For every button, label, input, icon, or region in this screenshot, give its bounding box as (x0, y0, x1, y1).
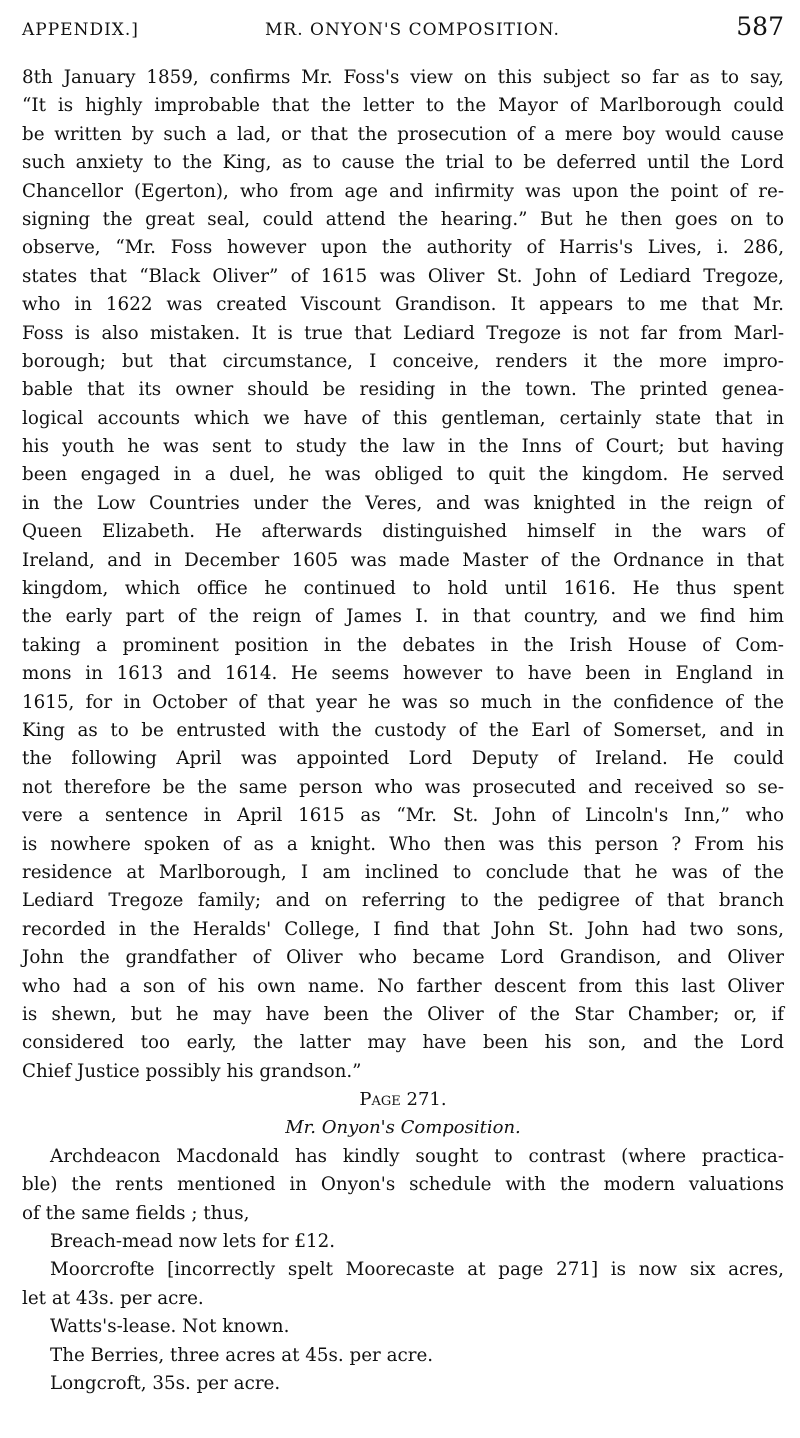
text-line: Ireland, and in December 1605 was made Master of the Ordnance in that (22, 549, 784, 571)
field-entry: Breach-mead now lets for £12. (50, 1231, 336, 1253)
text-line: his youth he was sent to study the law in the Inns of Court; but having (22, 436, 784, 458)
body-paragraph (22, 1143, 784, 1228)
text-line: recorded in the Heralds' College, I find that John St. John had two sons, (22, 918, 784, 940)
field-entry: Longcroft, 35s. per acre. (50, 1372, 281, 1394)
page-body (22, 64, 784, 1398)
text-line: King as to be entrusted with the custody of the Earl of Somerset, and in (22, 719, 784, 741)
text-line: observe, “Mr. Foss however upon the authority of Harris's Lives, i. 286, (22, 237, 784, 259)
text-line: logical accounts which we have of this gentleman, certainly state that in (22, 407, 784, 429)
text-line: in the Low Countries under the Veres, and was knighted in the reign of (22, 492, 784, 514)
text-line: the early part of the reign of James I. in that country, and we find him (22, 606, 784, 628)
text-line: is shewn, but he may have been the Oliver of the Star Chamber; or, if (22, 1003, 784, 1025)
text-line: the following April was appointed Lord Deputy of Ireland. He could (22, 748, 784, 770)
text-line: Chancellor (Egerton), who from age and infirmity was upon the point of re- (22, 180, 784, 202)
running-header (22, 12, 784, 44)
field-entry: Moorcrofte [incorrectly spelt Moorecaste at page 271] is now six acres, (50, 1259, 784, 1281)
field-entry: The Berries, three acres at 45s. per acre. (50, 1344, 434, 1366)
text-line: Archdeacon Macdonald has kindly sought to contrast (where practica- (50, 1145, 784, 1167)
text-line: borough; but that circumstance, I conceive, renders it the more impro- (22, 350, 784, 372)
header-running-title: MR. ONYON'S COMPOSITION. (265, 20, 560, 40)
header-section-label: APPENDIX.] (22, 20, 139, 40)
text-line: 1615, for in October of that year he was so much in the confidence of the (22, 691, 784, 713)
field-entry-continuation: let at 43s. per acre. (22, 1287, 204, 1309)
text-line: is nowhere spoken of as a knight. Who then was this person ? From his (22, 833, 784, 855)
text-line: signing the great seal, could attend the hearing.” But he then goes on to (22, 208, 784, 230)
text-line: John the grandfather of Oliver who became Lord Grandison, and Oliver (22, 947, 784, 969)
text-line: bable that its owner should be residing in the town. The printed genea- (22, 379, 784, 401)
page-number: 587 (736, 12, 784, 41)
field-entries (22, 1228, 784, 1398)
section-title: Mr. Onyon's Composition. (285, 1117, 521, 1139)
text-line: ble) the rents mentioned in Onyon's schedule with the modern valuations (22, 1174, 784, 1196)
text-line: kingdom, which office he continued to hold until 1616. He thus spent (22, 578, 784, 600)
text-line: states that “Black Oliver” of 1615 was Oliver St. John of Lediard Tregoze, (22, 265, 784, 287)
text-line: been engaged in a duel, he was obliged to quit the kingdom. He served (22, 464, 784, 486)
text-line: not therefore be the same person who was prosecuted and received so se- (22, 776, 784, 798)
text-line: Lediard Tregoze family; and on referring to the pedigree of that branch (22, 890, 784, 912)
text-line: who in 1622 was created Viscount Grandison. It appears to me that Mr. (22, 294, 784, 316)
text-line: vere a sentence in April 1615 as “Mr. St. John of Lincoln's Inn,” who (22, 805, 784, 827)
text-line: 8th January 1859, confirms Mr. Foss's view on this subject so far as to say, (22, 67, 784, 88)
text-line: considered too early, the latter may have been his son, and the Lord (22, 1032, 784, 1054)
text-line: residence at Marlborough, I am inclined to conclude that he was of the (22, 861, 784, 883)
text-line: of the same fields ; thus, (22, 1202, 250, 1224)
text-line: such anxiety to the King, as to cause the trial to be deferred until the Lord (22, 152, 784, 174)
text-line: taking a prominent position in the debates in the Irish House of Com- (22, 634, 784, 656)
quoted-paragraph (22, 64, 784, 1086)
text-line: who had a son of his own name. No farther descent from this last Oliver (22, 975, 784, 997)
text-line: “It is highly improbable that the letter to the Mayor of Marlborough could (22, 95, 784, 117)
text-line: be written by such a lad, or that the prosecution of a mere boy would cause (22, 123, 784, 145)
text-line: Foss is also mistaken. It is true that Lediard Tregoze is not far from Marl- (22, 322, 784, 344)
field-entry: Watts's-lease. Not known. (50, 1316, 290, 1338)
section-page-reference: Page 271. (359, 1089, 447, 1111)
text-line: mons in 1613 and 1614. He seems however to have been in England in (22, 663, 784, 685)
text-line: Chief Justice possibly his grandson.” (22, 1060, 362, 1082)
text-line: Queen Elizabeth. He afterwards distinguished himself in the wars of (22, 521, 784, 543)
